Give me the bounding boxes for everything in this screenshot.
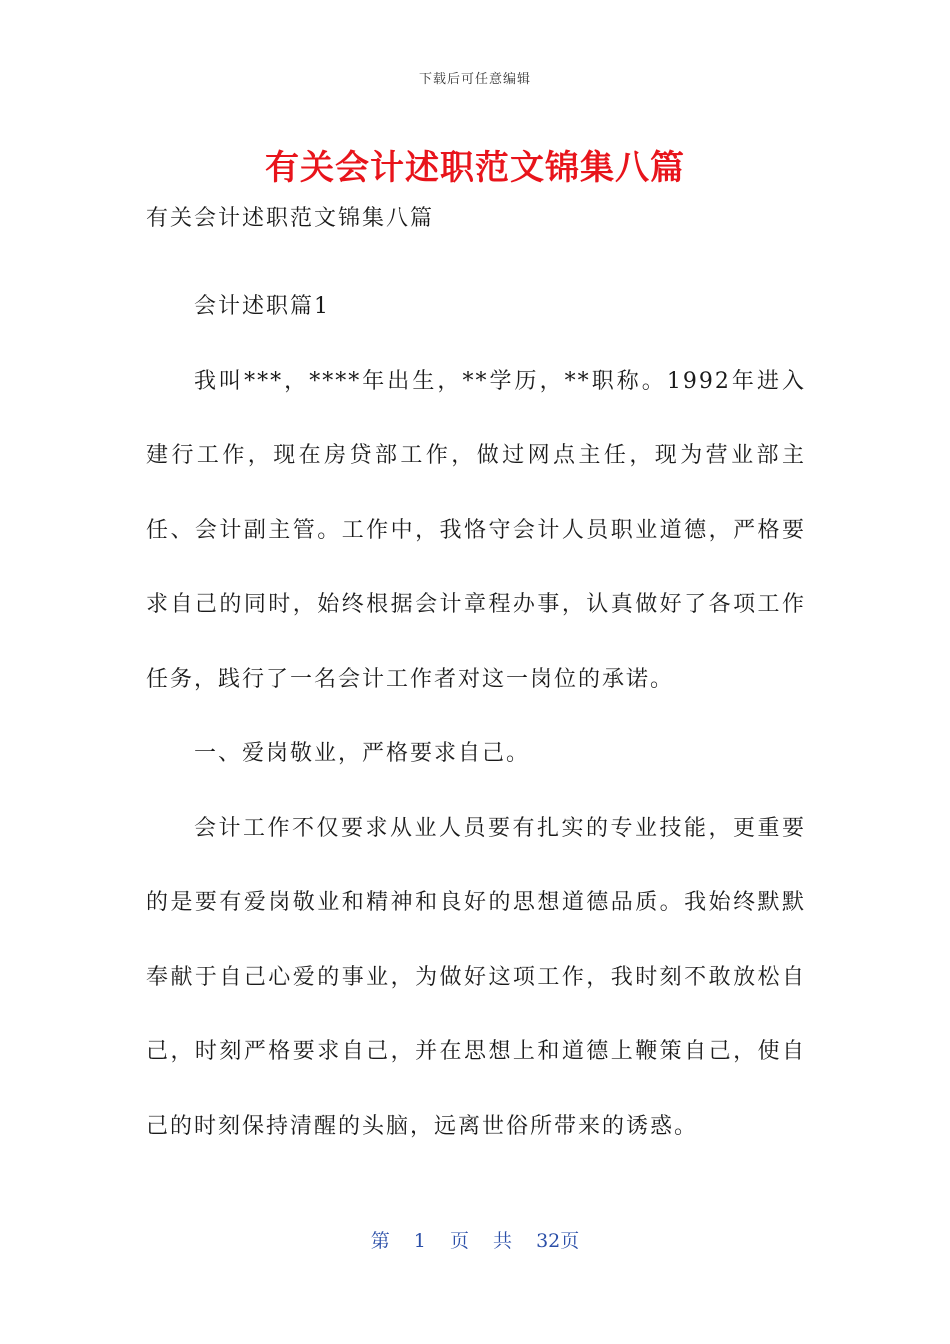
footer-current-page: 1	[413, 1230, 426, 1252]
document-subtitle: 有关会计述职范文锦集八篇	[146, 206, 435, 231]
document-body	[146, 196, 806, 1164]
paragraph-heading: 一、爱岗敬业，严格要求自己。	[194, 741, 531, 766]
paragraph-1: 我叫***，****年出生，**学历，**职称。1992年进入建行工作，现在房贷部工作，做过网点主任，现为营业部主任、会计副主管。工作中，我恪守会计人员职业道德，严格要求自己的同时，始终根据会计章程办事，认真做好了各项工作任务，践行了一名会计工作者对这一岗位的承诺。	[146, 368, 806, 692]
document-title: 有关会计述职范文锦集八篇	[265, 148, 685, 188]
footer-page-label: 第	[370, 1230, 390, 1252]
footer-total-label: 共	[493, 1230, 513, 1252]
page-footer	[0, 1226, 950, 1253]
footer-total-pages: 32页	[536, 1230, 580, 1252]
paragraph-2: 会计工作不仅要求从业人员要有扎实的专业技能，更重要的是要有爱岗敬业和精神和良好的思想道德品质。我始终默默奉献于自己心爱的事业，为做好这项工作，我时刻不敢放松自己，时刻严格要求自己，并在思想上和道德上鞭策自己，使自己的时刻保持清醒的头脑，远离世俗所带来的诱惑。	[146, 815, 806, 1139]
section-heading: 会计述职篇1	[194, 294, 330, 319]
footer-page-unit: 页	[449, 1230, 469, 1252]
page-header: 下载后可任意编辑	[418, 72, 531, 87]
